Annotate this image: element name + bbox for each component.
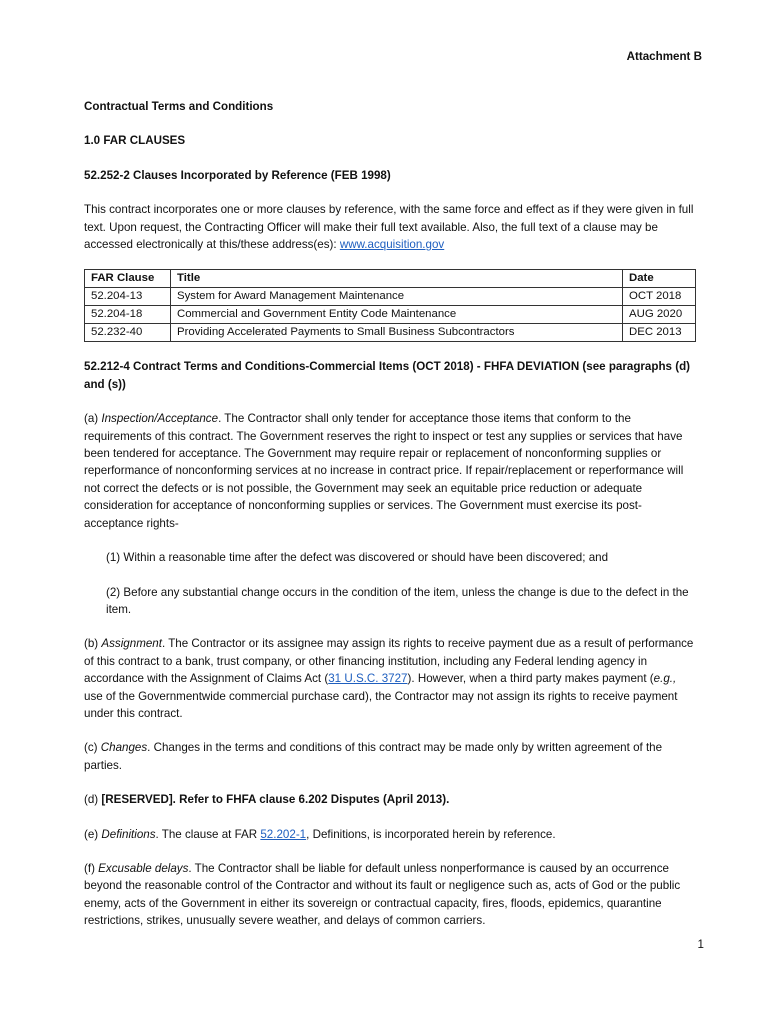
para-label: (f) — [84, 861, 99, 875]
para-text: . The Contractor or its assignee may assign its rights to receive payment due as a result of performance of this contract to a bank, trust company, or other financing institution, including any Federal lending agency in accordance with the Assignment of Claims Act ( — [84, 637, 694, 686]
cell-title: System for Award Management Maintenance — [171, 288, 623, 306]
table-row — [85, 306, 696, 324]
paragraph-d — [84, 791, 696, 808]
para-label: (a) — [84, 412, 102, 426]
acquisition-gov-link[interactable]: www.acquisition.gov — [339, 238, 445, 252]
para-label: (b) — [84, 637, 102, 651]
clause-heading-52-212-4: 52.212-4 Contract Terms and Conditions-Commercial Items (OCT 2018) - FHFA DEVIATION (see paragraphs (d) and (s)) — [84, 360, 691, 391]
table-row — [85, 288, 696, 306]
section-heading: 1.0 FAR CLAUSES — [84, 134, 186, 148]
para-text: . The Contractor shall be liable for default unless nonperformance is caused by an occurrence beyond the reasonable control of the Contractor and without its fault or negligence such as, acts of God or the public enemy, acts of the Government in either its sovereign or contractual capacity, fires, floods, epidemics, quarantine restrictions, strikes, unusually severe weather, and delays of common carriers. — [84, 861, 681, 928]
paragraph-c — [84, 739, 696, 774]
cell-date: DEC 2013 — [623, 324, 696, 342]
para-term: Changes — [100, 741, 148, 755]
para-term: Inspection/Acceptance — [101, 412, 219, 426]
para-text: . The Contractor shall only tender for acceptance those items that conform to the requirements of this contract. The Government reserves the right to inspect or test any supplies or services that have been tendered for acceptance. The Government may require repair or replacement of nonconforming supplies or reperformance of nonconforming services at no increase in contract price. If repair/replacement or reperformance will not correct the defects or is not possible, the Government may seek an equitable price reduction or adequate consideration for acceptance of nonconforming supplies or services. The Government must exercise its post-acceptance rights- — [84, 412, 684, 530]
cell-title: Providing Accelerated Payments to Small Business Subcontractors — [171, 324, 623, 342]
cell-clause: 52.204-13 — [85, 288, 171, 306]
far-clause-table — [84, 269, 696, 342]
cell-title: Commercial and Government Entity Code Maintenance — [171, 306, 623, 324]
cell-clause: 52.204-18 — [85, 306, 171, 324]
paragraph-a — [84, 410, 696, 532]
para-text: [RESERVED]. Refer to FHFA clause 6.202 Disputes (April 2013). — [101, 793, 450, 807]
para-text: . Changes in the terms and conditions of this contract may be made only by written agreement of the parties. — [84, 741, 663, 772]
paragraph-e — [84, 826, 696, 843]
para-term: Excusable delays — [98, 861, 189, 875]
clause-paragraph-52-252-2 — [84, 201, 696, 253]
para-eg: e.g., — [653, 672, 677, 686]
usc-3727-link[interactable]: 31 U.S.C. 3727 — [328, 672, 408, 686]
clause-heading-52-252-2: 52.252-2 Clauses Incorporated by Reference (FEB 1998) — [84, 168, 391, 182]
cell-clause: 52.232-40 — [85, 324, 171, 342]
page-number: 1 — [697, 938, 704, 951]
cell-date: AUG 2020 — [623, 306, 696, 324]
col-header-title: Title — [171, 270, 623, 288]
document-title: Contractual Terms and Conditions — [84, 100, 274, 113]
para-text: use of the Governmentwide commercial purchase card), the Contractor may not assign its rights to receive payment under this contract. — [84, 689, 678, 720]
paragraph-a-1: (1) Within a reasonable time after the defect was discovered or should have been discovered; and — [106, 551, 609, 565]
col-header-date: Date — [623, 270, 696, 288]
para-label: (c) — [84, 741, 101, 755]
para-text: , Definitions, is incorporated herein by reference. — [306, 827, 556, 841]
para-text: . The clause at FAR — [155, 827, 261, 841]
col-header-far-clause: FAR Clause — [85, 270, 171, 288]
para-term: Assignment — [101, 637, 162, 651]
table-header-row — [85, 270, 696, 288]
paragraph-f — [84, 860, 696, 930]
para-label: (e) — [84, 827, 102, 841]
clause-text: This contract incorporates one or more clauses by reference, with the same force and effect as if they were given in full text. Upon request, the Contracting Officer will make their full text available. Also, the full text of a clause may be accessed electronically at this/these address(es): — [84, 203, 694, 252]
para-label: (d) — [84, 793, 102, 807]
document-body — [84, 98, 696, 930]
attachment-label: Attachment B — [626, 50, 702, 63]
far-52-202-1-link[interactable]: 52.202-1 — [260, 827, 307, 841]
paragraph-b — [84, 635, 696, 722]
table-row — [85, 324, 696, 342]
para-text: ). However, when a third party makes payment ( — [407, 672, 654, 686]
paragraph-a-2: (2) Before any substantial change occurs in the condition of the item, unless the change is due to the defect in the item. — [106, 585, 689, 616]
para-term: Definitions — [101, 827, 156, 841]
cell-date: OCT 2018 — [623, 288, 696, 306]
